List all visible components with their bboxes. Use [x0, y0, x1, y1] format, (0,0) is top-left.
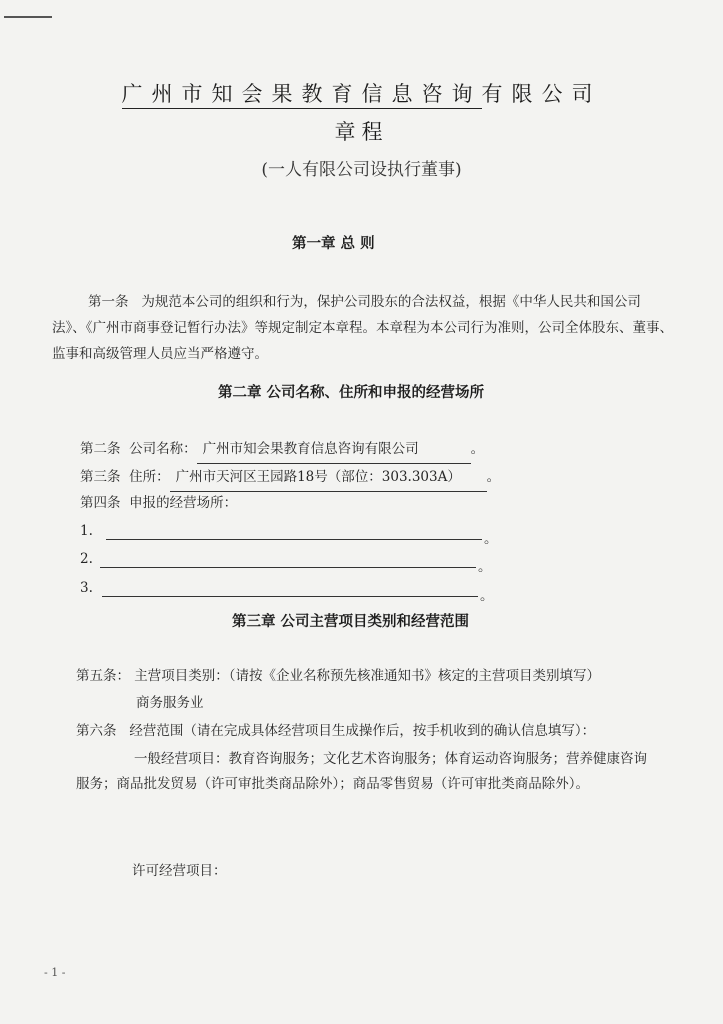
article2-field: 公司名称：	[129, 441, 197, 457]
period: 。	[480, 588, 494, 604]
charter-subtitle: (一人有限公司设执行董事)	[261, 160, 462, 180]
period: 。	[478, 559, 492, 575]
scan-mark	[4, 16, 52, 18]
article5	[76, 663, 600, 689]
article2-label: 第二条	[80, 441, 121, 457]
article3	[80, 464, 500, 492]
general-text-1: 教育咨询服务；文化艺术咨询服务；体育运动咨询服务；营养健康咨询	[228, 751, 647, 767]
article4-field: 申报的经营场所：	[129, 495, 238, 511]
article2	[80, 436, 484, 464]
article1	[52, 289, 674, 367]
article4-label: 第四条	[80, 495, 121, 511]
site-1-blank	[106, 539, 482, 540]
site-1-label: 1.	[80, 523, 93, 539]
article5-value: 商务服务业	[136, 695, 204, 711]
company-name-value: 广州市知会果教育信息咨询有限公司	[197, 436, 471, 464]
article1-text: 为规范本公司的组织和行为，保护公司股东的合法权益，根据《中华人民共和国公司法》、《广州市商事登记暂行办法》等规定制定本章程。本章程为本公司行为准则，公司全体股东、董事、监事和高级管理人员应当严格遵守。	[52, 294, 673, 362]
general-label: 一般经营项目：	[134, 751, 229, 767]
chapter3-heading: 第三章 公司主营项目类别和经营范围	[232, 613, 470, 630]
company-suffix: 有限公司	[481, 82, 602, 106]
address-value: 广州市天河区王园路18号（部位：303.303A）	[170, 464, 487, 492]
site-3-label: 3.	[80, 580, 93, 596]
site-2-blank	[100, 567, 476, 568]
article5-label: 第五条：	[76, 668, 130, 684]
licensed-scope-label: 许可经营项目：	[132, 863, 227, 879]
company-name-underlined: 广州市知会果教育信息咨询	[122, 82, 482, 109]
article5-text: 主营项目类别：（请按《企业名称预先核准通知书》核定的主营项目类别填写）	[134, 668, 601, 684]
general-scope-line2: 服务；商品批发贸易（许可审批类商品除外）；商品零售贸易（许可审批类商品除外）。	[76, 776, 589, 792]
company-title	[0, 78, 723, 108]
article6-label: 第六条	[76, 723, 117, 739]
chapter2-heading: 第二章 公司名称、住所和申报的经营场所	[218, 384, 485, 401]
article4	[80, 490, 237, 516]
article3-field: 住所：	[129, 469, 170, 485]
site-3-blank	[102, 596, 478, 597]
period: 。	[484, 531, 498, 547]
chapter1-heading: 第一章 总 则	[292, 235, 375, 252]
general-scope-line1	[134, 746, 647, 772]
page-number: - 1 -	[44, 966, 66, 979]
article6	[76, 718, 595, 744]
site-2-label: 2.	[80, 551, 93, 567]
article1-label: 第一条	[88, 294, 129, 310]
charter-title: 章程	[334, 120, 389, 144]
period: 。	[486, 469, 501, 485]
article6-text: 经营范围（请在完成具体经营项目生成操作后，按手机收到的确认信息填写）：	[129, 723, 596, 739]
article3-label: 第三条	[80, 469, 121, 485]
period: 。	[470, 441, 485, 457]
